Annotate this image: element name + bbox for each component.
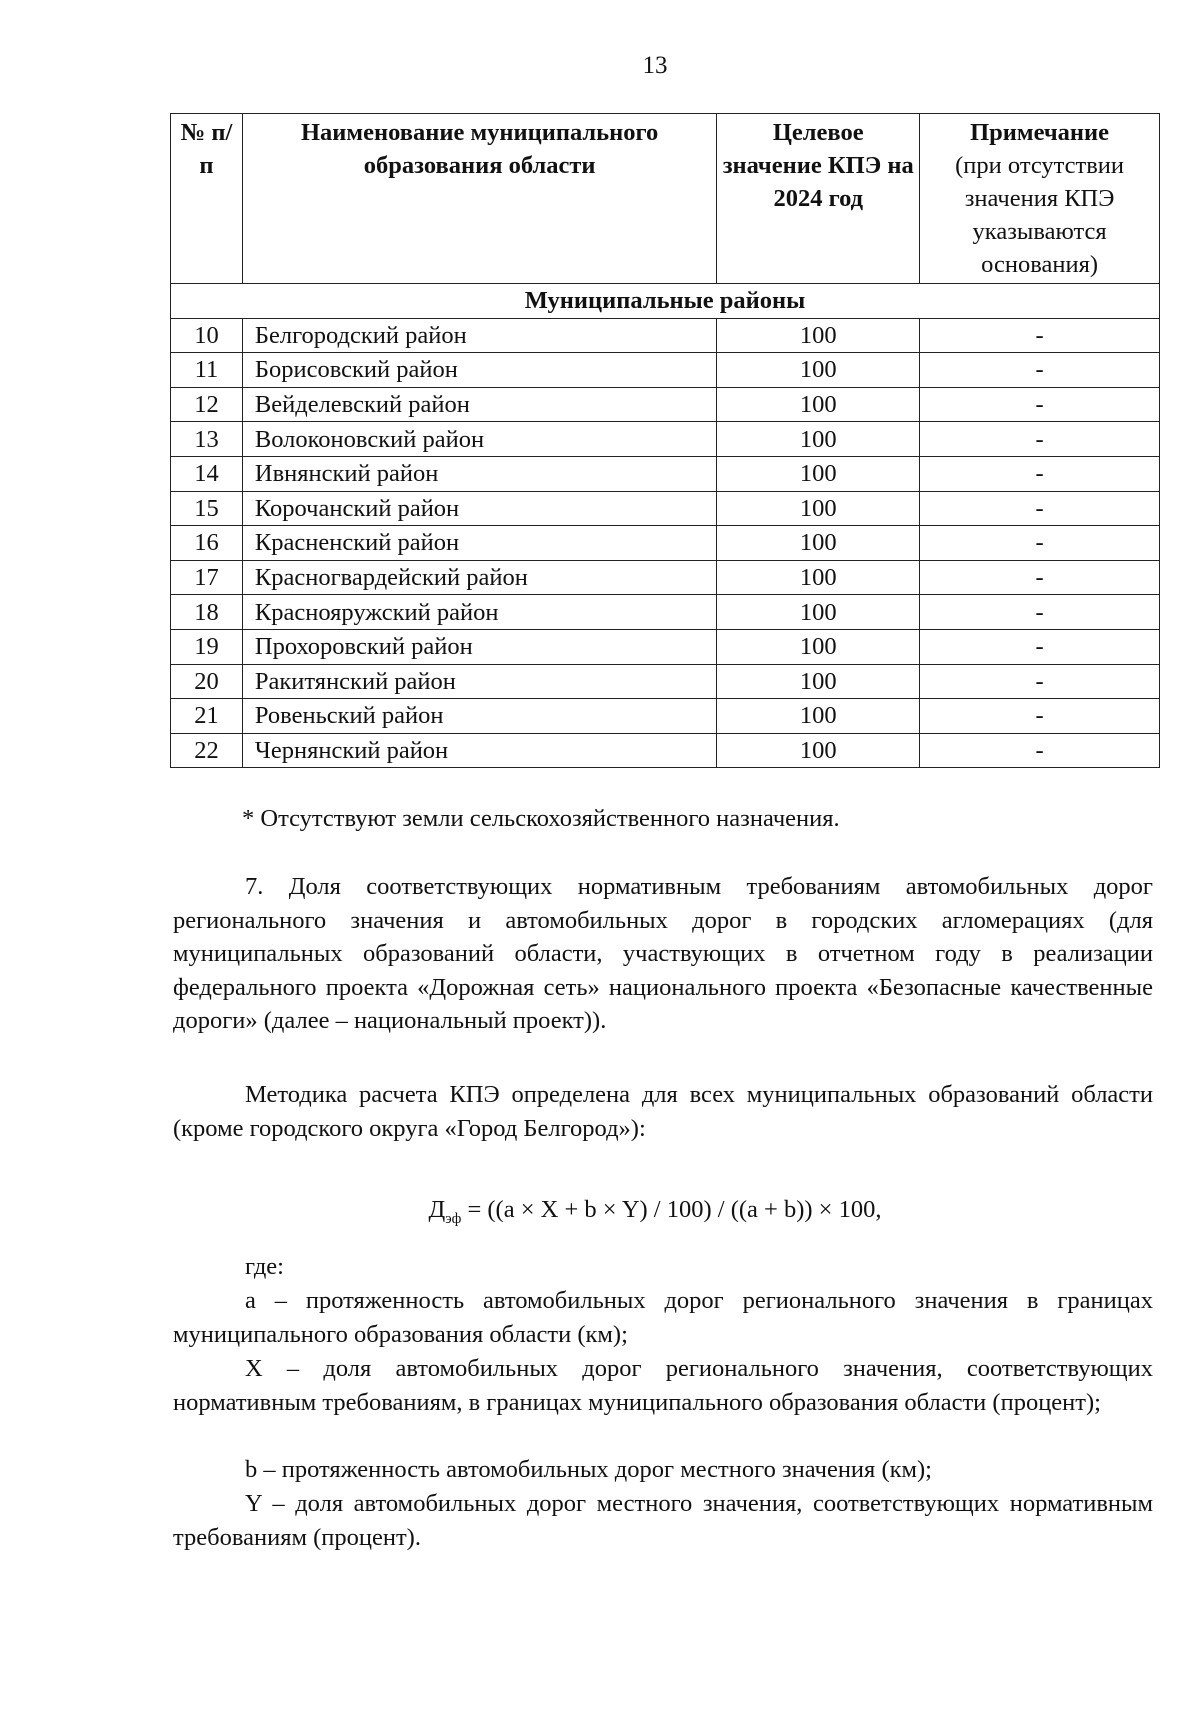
row-value: 100 bbox=[717, 353, 920, 388]
row-note: - bbox=[920, 422, 1160, 457]
row-num: 10 bbox=[171, 318, 243, 353]
table-row bbox=[171, 491, 1160, 526]
definition-a: а – протяженность автомобильных дорог регионального значения в границах муниципального образования области (км); bbox=[173, 1287, 1153, 1348]
table-row bbox=[171, 353, 1160, 388]
paragraph-7: 7. Доля соответствующих нормативным требованиям автомобильных дорог регионального значения и автомобильных дорог в городских агломерациях (для муниципальных образований области, участвующих в отчетном году в реализации федерального проекта «Дорожная сеть» национального проекта «Безопасные качественные дороги» (далее – национальный проект)). bbox=[173, 873, 1153, 1034]
row-note: - bbox=[920, 595, 1160, 630]
row-note: - bbox=[920, 353, 1160, 388]
row-name: Красногвардейский район bbox=[242, 560, 716, 595]
row-num: 18 bbox=[171, 595, 243, 630]
row-num: 15 bbox=[171, 491, 243, 526]
table-row bbox=[171, 699, 1160, 734]
row-value: 100 bbox=[717, 318, 920, 353]
row-num: 13 bbox=[171, 422, 243, 457]
table-row bbox=[171, 595, 1160, 630]
row-name: Ровеньский район bbox=[242, 699, 716, 734]
row-value: 100 bbox=[717, 422, 920, 457]
header-name: Наименование муниципального образования области bbox=[242, 114, 716, 284]
where-label: где: bbox=[245, 1253, 284, 1280]
row-name: Чернянский район bbox=[242, 733, 716, 768]
row-value: 100 bbox=[717, 526, 920, 561]
row-value: 100 bbox=[717, 629, 920, 664]
row-name: Красненский район bbox=[242, 526, 716, 561]
row-note: - bbox=[920, 318, 1160, 353]
row-name: Прохоровский район bbox=[242, 629, 716, 664]
table-row bbox=[171, 422, 1160, 457]
definition-y: Y – доля автомобильных дорог местного значения, соответствующих нормативным требованиям (процент). bbox=[173, 1490, 1153, 1551]
row-name: Ракитянский район bbox=[242, 664, 716, 699]
row-value: 100 bbox=[717, 560, 920, 595]
row-name: Волоконовский район bbox=[242, 422, 716, 457]
formula-expression: = ((a × X + b × Y) / 100) / ((a + b)) × 100, bbox=[461, 1196, 882, 1223]
formula-symbol: Д bbox=[428, 1196, 446, 1223]
table-row bbox=[171, 664, 1160, 699]
row-note: - bbox=[920, 699, 1160, 734]
header-num: № п/п bbox=[171, 114, 243, 284]
formula bbox=[0, 1196, 1200, 1228]
row-name: Вейделевский район bbox=[242, 387, 716, 422]
row-value: 100 bbox=[717, 664, 920, 699]
row-num: 11 bbox=[171, 353, 243, 388]
row-note: - bbox=[920, 629, 1160, 664]
row-num: 21 bbox=[171, 699, 243, 734]
row-value: 100 bbox=[717, 699, 920, 734]
row-name: Краснояружский район bbox=[242, 595, 716, 630]
row-value: 100 bbox=[717, 456, 920, 491]
row-value: 100 bbox=[717, 595, 920, 630]
row-note: - bbox=[920, 664, 1160, 699]
formula-subscript: эф bbox=[445, 1210, 462, 1227]
table-row bbox=[171, 560, 1160, 595]
definition-x: X – доля автомобильных дорог регионального значения, соответствующих нормативным требованиям, в границах муниципального образования области (процент); bbox=[173, 1355, 1153, 1416]
header-value: Целевое значение КПЭ на 2024 год bbox=[717, 114, 920, 284]
row-num: 19 bbox=[171, 629, 243, 664]
page-number: 13 bbox=[642, 52, 668, 79]
row-name: Корочанский район bbox=[242, 491, 716, 526]
table-row bbox=[171, 456, 1160, 491]
row-note: - bbox=[920, 387, 1160, 422]
row-num: 14 bbox=[171, 456, 243, 491]
row-value: 100 bbox=[717, 733, 920, 768]
table-row bbox=[171, 629, 1160, 664]
row-name: Борисовский район bbox=[242, 353, 716, 388]
table-row bbox=[171, 733, 1160, 768]
footnote: * Отсутствуют земли сельскохозяйственного назначения. bbox=[242, 805, 840, 832]
header-note-subtitle: (при отсутствии значения КПЭ указываются основания) bbox=[955, 152, 1125, 278]
table-row bbox=[171, 387, 1160, 422]
row-note: - bbox=[920, 526, 1160, 561]
definition-b: b – протяженность автомобильных дорог местного значения (км); bbox=[245, 1456, 932, 1483]
table-row bbox=[171, 526, 1160, 561]
kpe-table bbox=[170, 113, 1160, 768]
header-note bbox=[920, 114, 1160, 284]
row-num: 12 bbox=[171, 387, 243, 422]
row-num: 17 bbox=[171, 560, 243, 595]
header-note-title: Примечание bbox=[970, 119, 1110, 146]
row-note: - bbox=[920, 560, 1160, 595]
row-note: - bbox=[920, 733, 1160, 768]
row-num: 16 bbox=[171, 526, 243, 561]
row-note: - bbox=[920, 491, 1160, 526]
table-row bbox=[171, 318, 1160, 353]
table-header-row bbox=[171, 114, 1160, 284]
row-note: - bbox=[920, 456, 1160, 491]
methodology-text: Методика расчета КПЭ определена для всех муниципальных образований области (кроме городского округа «Город Белгород»): bbox=[173, 1081, 1153, 1142]
row-num: 22 bbox=[171, 733, 243, 768]
row-name: Ивнянский район bbox=[242, 456, 716, 491]
row-name: Белгородский район bbox=[242, 318, 716, 353]
row-value: 100 bbox=[717, 491, 920, 526]
section-title: Муниципальные районы bbox=[171, 284, 1160, 319]
row-num: 20 bbox=[171, 664, 243, 699]
section-row bbox=[171, 284, 1160, 319]
row-value: 100 bbox=[717, 387, 920, 422]
